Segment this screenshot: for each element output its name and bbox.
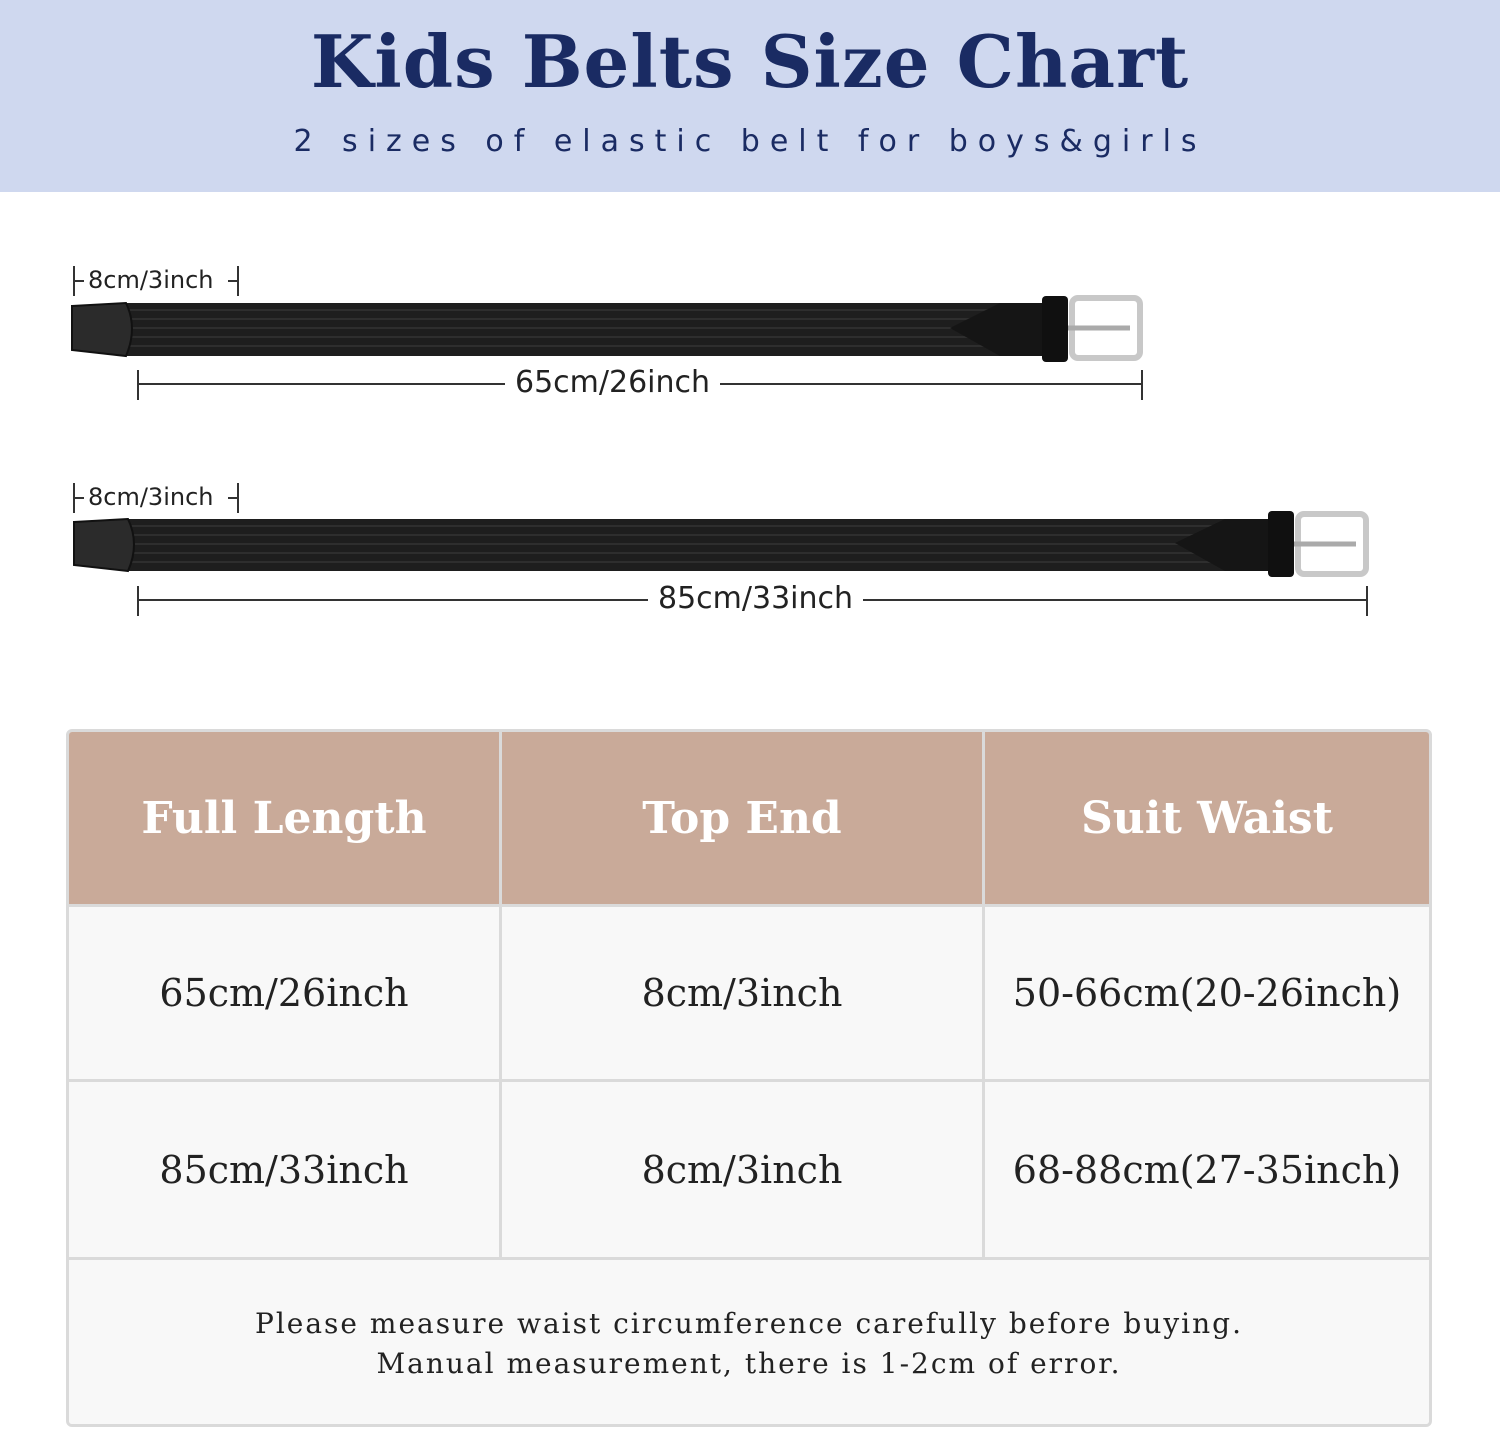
note-line: Manual measurement, there is 1-2cm of error. bbox=[376, 1346, 1122, 1380]
note-line: Please measure waist circumference carefully before buying. bbox=[255, 1306, 1243, 1340]
cell-full-length: 65cm/26inch bbox=[159, 971, 409, 1015]
cell-full-length: 85cm/33inch bbox=[159, 1147, 409, 1192]
table-row bbox=[69, 907, 1429, 1079]
cell-top-end: 8cm/3inch bbox=[641, 971, 843, 1015]
header-top-end: Top End bbox=[642, 792, 842, 844]
belt-diagram-large bbox=[0, 475, 1500, 675]
table-header bbox=[69, 732, 1429, 907]
cell-suit-waist: 50-66cm(20-26inch) bbox=[1012, 971, 1402, 1015]
measurement-note bbox=[69, 1260, 1429, 1427]
column-divider bbox=[982, 732, 985, 1257]
full-length-label: 65cm/26inch bbox=[505, 368, 720, 398]
page-title: Kids Belts Size Chart bbox=[310, 19, 1190, 104]
header-banner bbox=[0, 0, 1500, 192]
header-suit-waist: Suit Waist bbox=[1080, 792, 1334, 844]
top-end-label: 8cm/3inch bbox=[88, 483, 214, 511]
cell-suit-waist: 68-88cm(27-35inch) bbox=[1012, 1147, 1402, 1192]
full-length-label: 85cm/33inch bbox=[648, 584, 863, 614]
size-table bbox=[66, 729, 1432, 1427]
header-full-length: Full Length bbox=[141, 792, 427, 844]
cell-top-end: 8cm/3inch bbox=[641, 1147, 843, 1192]
table-row bbox=[69, 1082, 1429, 1257]
column-divider bbox=[499, 732, 502, 1257]
belt-diagram-small bbox=[0, 258, 1500, 458]
page-subtitle: 2 sizes of elastic belt for boys&girls bbox=[293, 124, 1207, 159]
top-end-label: 8cm/3inch bbox=[88, 266, 214, 294]
belt-illustration-small bbox=[0, 258, 1500, 418]
